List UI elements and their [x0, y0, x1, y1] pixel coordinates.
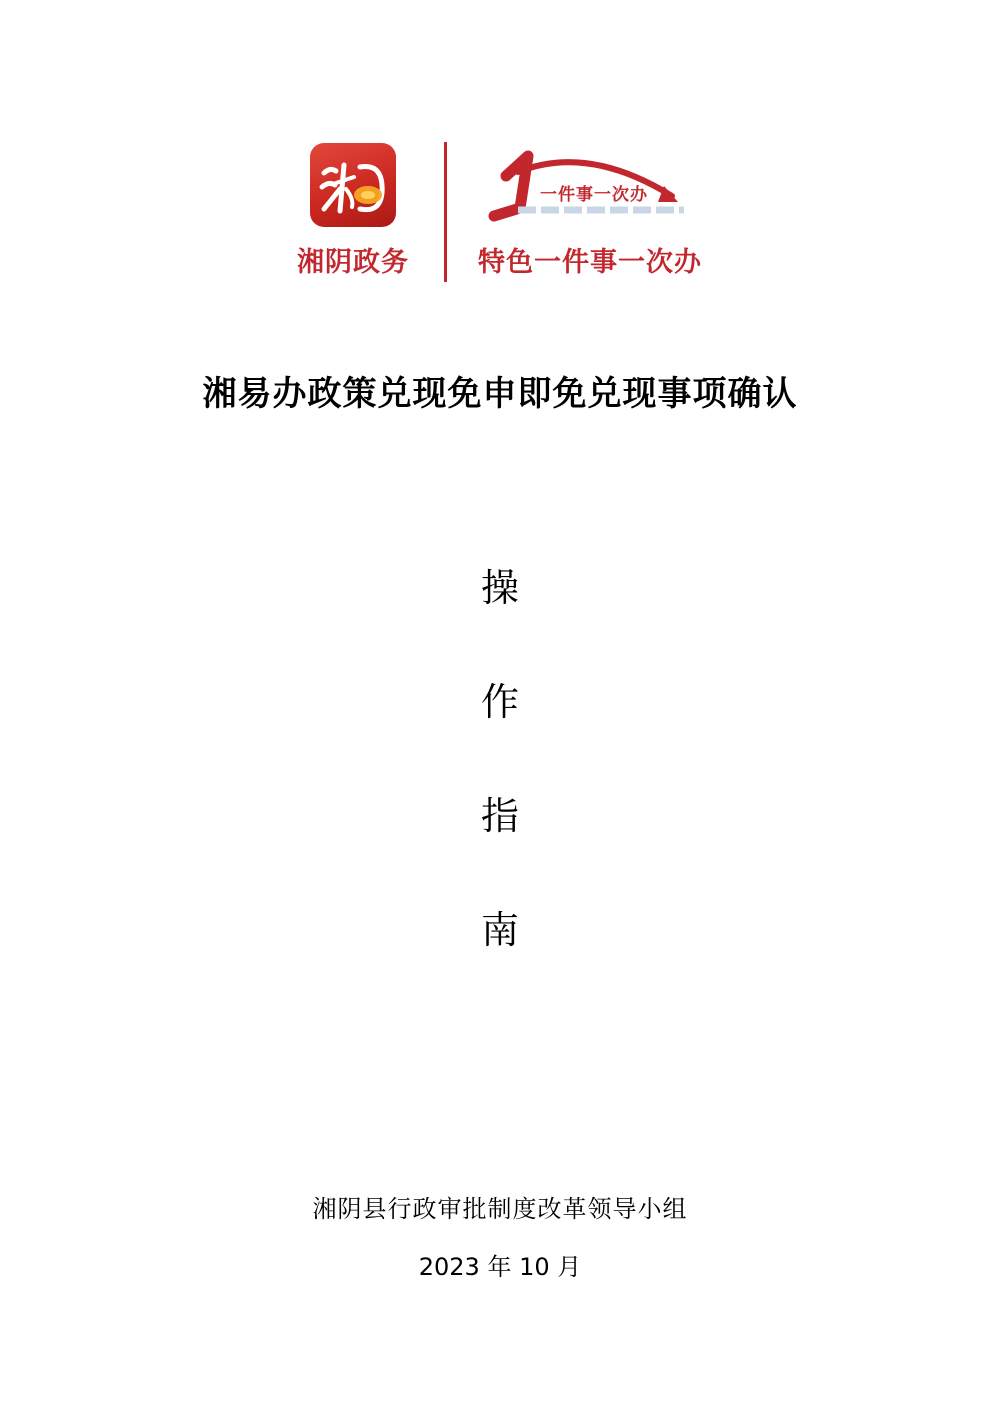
issue-date: 2023 年 10 月 [418, 1253, 582, 1281]
issuing-organization: 湘阴县行政审批制度改革领导小组 [312, 1195, 688, 1223]
app-logo-icon [310, 143, 396, 227]
document-title: 湘易办政策兑现免申即免兑现事项确认 [202, 374, 798, 414]
guide-char-3: 指 [480, 794, 519, 838]
logo-divider [444, 142, 447, 282]
guide-char-2: 作 [480, 680, 519, 724]
guide-char-1: 操 [480, 566, 519, 610]
brand-name: 湘阴政务 [297, 247, 409, 278]
header-logo-block [280, 140, 730, 285]
slogan-text: 特色一件事一次办 [478, 247, 702, 278]
guide-char-4: 南 [480, 908, 519, 952]
one-thing-once-logo [488, 146, 698, 230]
slogan-graphic-text: 一件事一次办 [540, 185, 648, 205]
